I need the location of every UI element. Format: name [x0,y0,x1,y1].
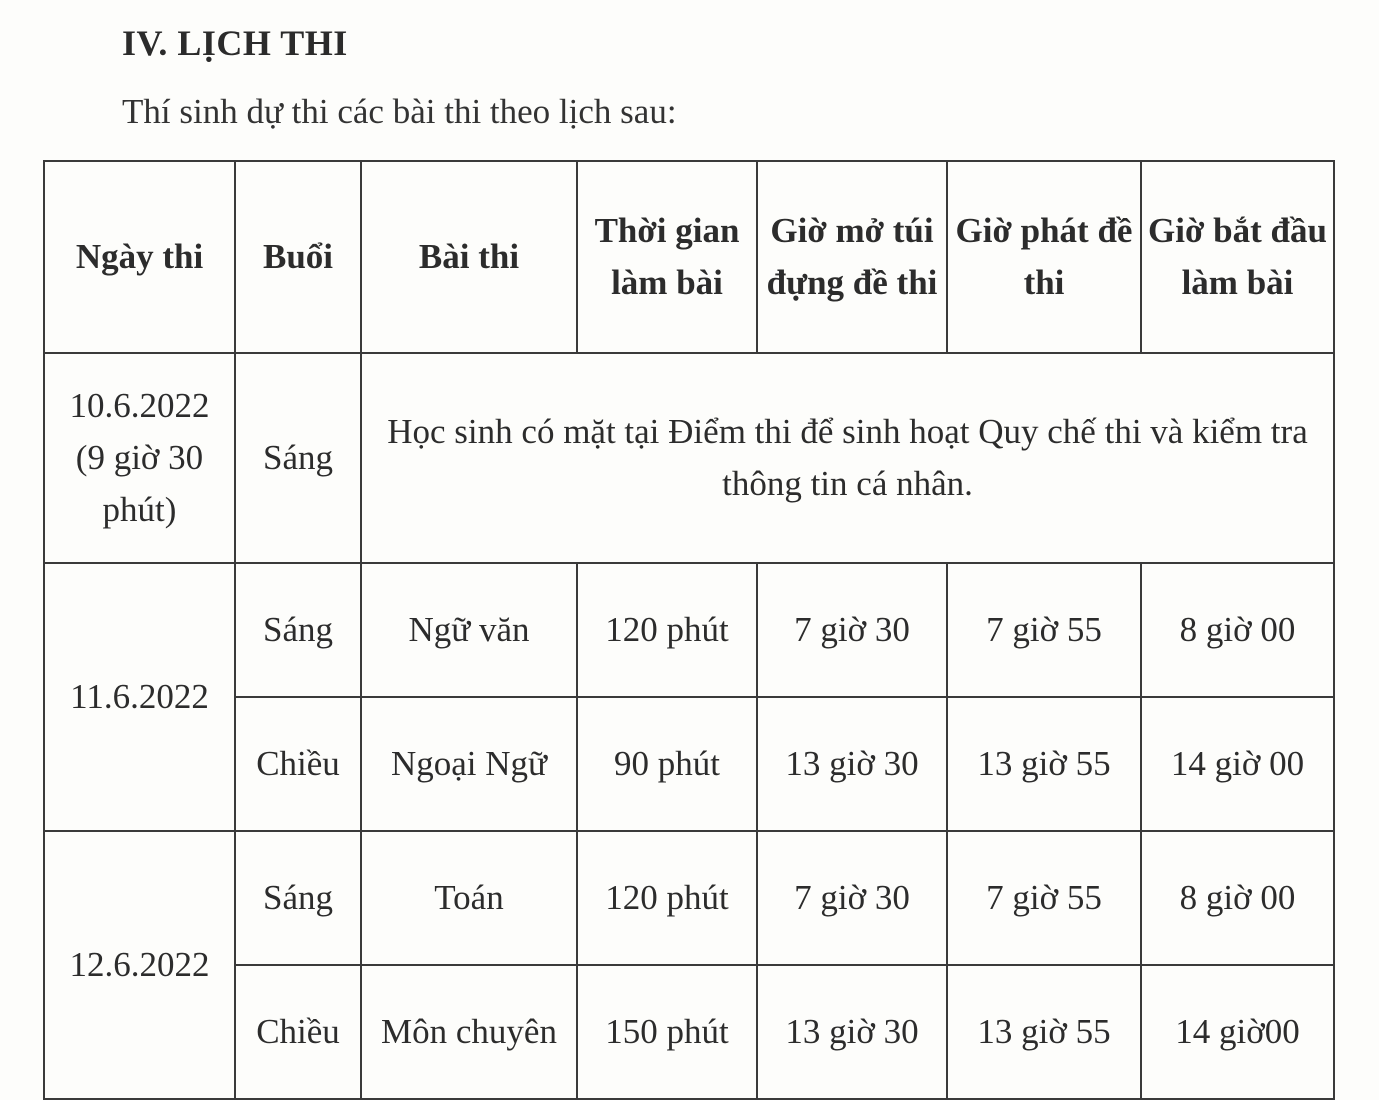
duration-cell: 150 phút [577,965,757,1099]
subject-cell: Ngữ văn [361,563,577,697]
header-duration: Thời gian làm bài [577,161,757,353]
notice-cell: Học sinh có mặt tại Điểm thi để sinh hoạt Quy chế thi và kiểm tra thông tin cá nhân. [361,353,1334,563]
subject-cell: Toán [361,831,577,965]
header-start: Giờ bắt đầu làm bài [1141,161,1334,353]
date-note: (9 giờ 30 phút) [75,438,204,529]
header-distribute: Giờ phát đề thi [947,161,1141,353]
distribute-cell: 13 giờ 55 [947,697,1141,831]
date-cell [44,353,235,563]
start-cell: 14 giờ00 [1141,965,1334,1099]
section-title: IV. LỊCH THI [122,23,348,63]
subject-cell: Ngoại Ngữ [361,697,577,831]
duration-cell: 120 phút [577,831,757,965]
header-row [44,161,1334,353]
open-bag-cell: 7 giờ 30 [757,563,947,697]
table-row [44,697,1334,831]
open-bag-cell: 13 giờ 30 [757,697,947,831]
header-date: Ngày thi [44,161,235,353]
header-session: Buổi [235,161,361,353]
start-cell: 14 giờ 00 [1141,697,1334,831]
subject-cell: Môn chuyên [361,965,577,1099]
open-bag-cell: 7 giờ 30 [757,831,947,965]
date-text: 10.6.2022 [69,386,210,426]
date-cell: 12.6.2022 [44,831,235,1099]
exam-schedule-table [43,160,1335,1100]
distribute-cell: 13 giờ 55 [947,965,1141,1099]
open-bag-cell: 13 giờ 30 [757,965,947,1099]
duration-cell: 90 phút [577,697,757,831]
session-cell: Sáng [235,563,361,697]
header-subject: Bài thi [361,161,577,353]
session-cell: Chiều [235,965,361,1099]
header-open-bag: Giờ mở túi đựng đề thi [757,161,947,353]
start-cell: 8 giờ 00 [1141,563,1334,697]
table-row [44,353,1334,563]
table-row [44,563,1334,697]
duration-cell: 120 phút [577,563,757,697]
session-cell: Sáng [235,831,361,965]
distribute-cell: 7 giờ 55 [947,563,1141,697]
date-cell: 11.6.2022 [44,563,235,831]
start-cell: 8 giờ 00 [1141,831,1334,965]
session-cell: Sáng [235,353,361,563]
intro-text: Thí sinh dự thi các bài thi theo lịch sau: [122,92,677,131]
table-row [44,831,1334,965]
distribute-cell: 7 giờ 55 [947,831,1141,965]
table-row [44,965,1334,1099]
session-cell: Chiều [235,697,361,831]
